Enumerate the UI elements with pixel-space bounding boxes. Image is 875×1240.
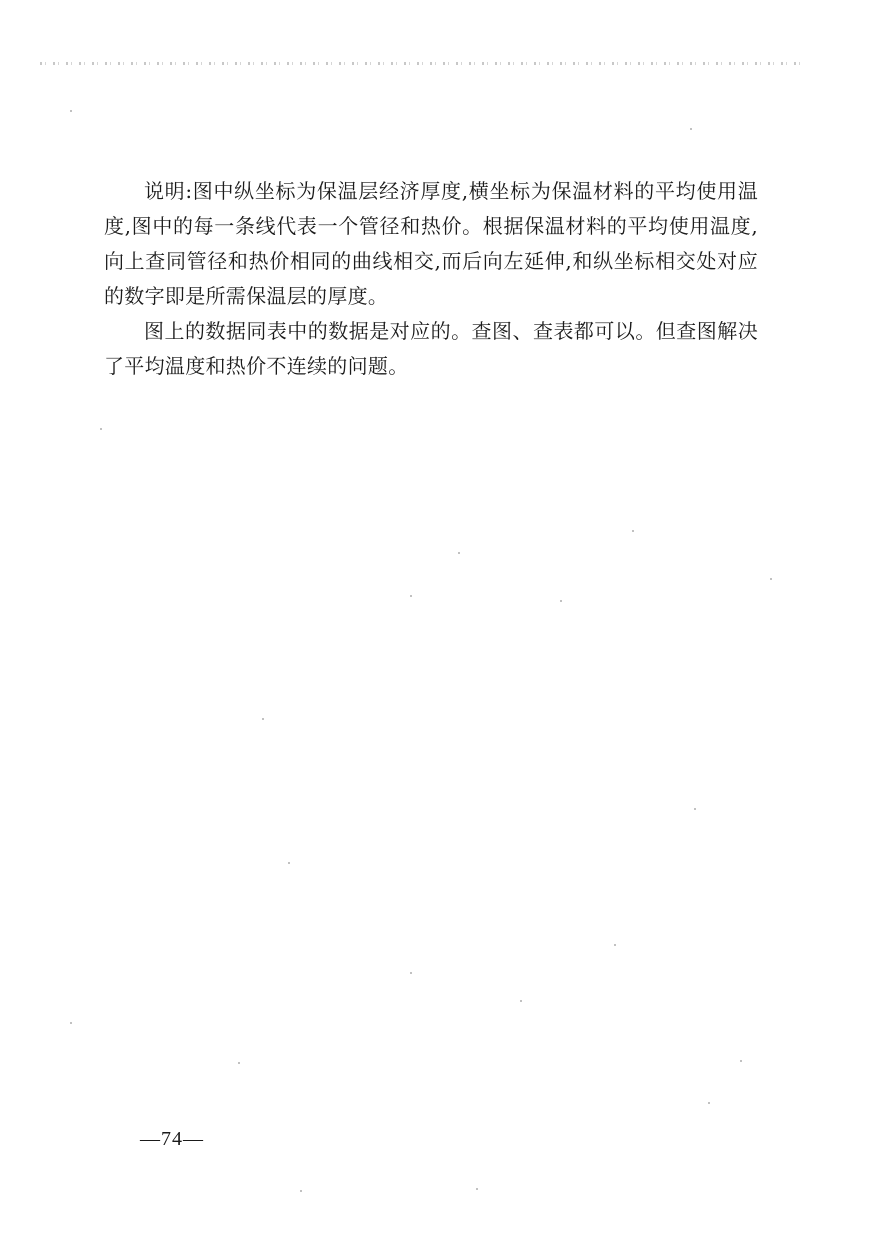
scan-speck — [100, 428, 102, 430]
scan-speck — [458, 552, 460, 554]
scan-speck — [262, 718, 264, 720]
scan-speck — [70, 1022, 72, 1024]
scan-speck — [560, 600, 562, 602]
paragraph-explanation: 说明:图中纵坐标为保温层经济厚度,横坐标为保温材料的平均使用温度,图中的每一条线代表一个管径和热价。根据保温材料的平均使用温度,向上查同管径和热价相同的曲线相交,而后向左延伸,和纵坐标相交处对应的数字即是所需保温层的厚度。 — [104, 179, 758, 308]
scan-speck — [70, 110, 72, 112]
scan-speck — [288, 862, 290, 864]
scan-speck — [410, 972, 412, 974]
scan-speck — [708, 1102, 710, 1104]
scan-speck — [770, 578, 772, 580]
scan-speck — [614, 944, 616, 946]
scan-speck — [520, 1000, 522, 1002]
scan-speck — [238, 1062, 240, 1064]
scan-speck — [740, 1060, 742, 1062]
body-text — [104, 174, 758, 384]
scan-speck — [300, 1190, 302, 1192]
paragraph-chart-table-note: 图上的数据同表中的数据是对应的。查图、查表都可以。但查图解决了平均温度和热价不连续的问题。 — [104, 319, 758, 378]
scan-artifact-line — [40, 62, 800, 65]
scan-speck — [410, 595, 412, 597]
scan-speck — [694, 808, 696, 810]
scan-speck — [690, 128, 692, 130]
scan-speck — [476, 1188, 478, 1190]
page-number: —74— — [140, 1128, 204, 1150]
scan-speck — [632, 530, 634, 532]
